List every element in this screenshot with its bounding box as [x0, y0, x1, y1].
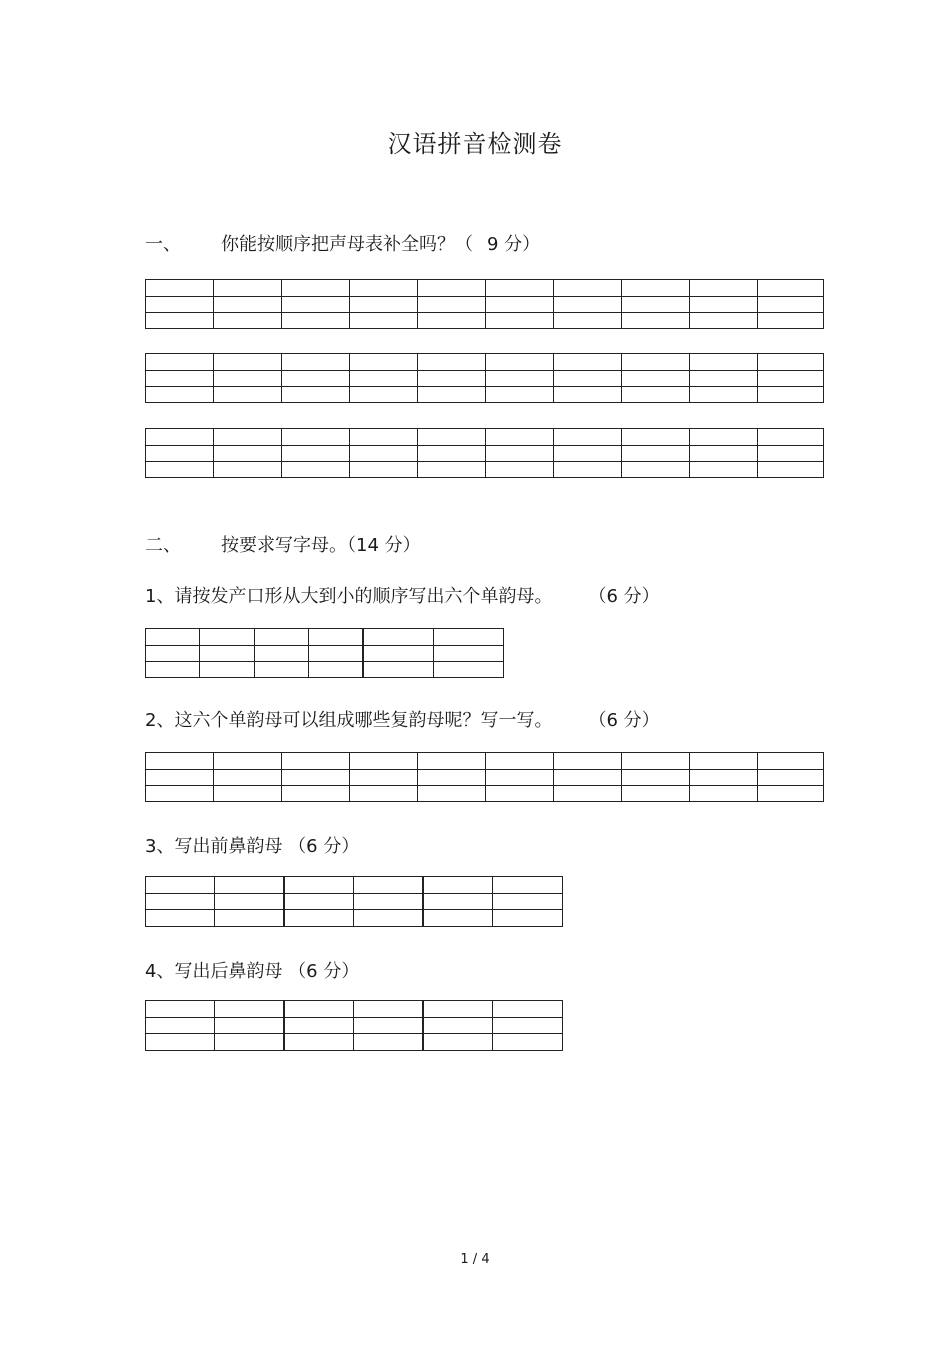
writing-cell[interactable]	[146, 280, 214, 328]
writing-cell[interactable]	[622, 280, 690, 328]
writing-cell[interactable]	[554, 354, 622, 402]
writing-grid-q3[interactable]	[145, 876, 563, 927]
writing-cell[interactable]	[214, 280, 282, 328]
writing-cell[interactable]	[350, 280, 418, 328]
writing-cell[interactable]	[690, 753, 758, 801]
writing-cell[interactable]	[493, 1001, 562, 1050]
section-1-text: 你能按顺序把声母表补全吗？（	[221, 234, 473, 255]
section-1-number: 一、	[145, 234, 181, 255]
writing-cell[interactable]	[418, 429, 486, 477]
writing-cell[interactable]	[146, 629, 200, 677]
writing-cell[interactable]	[146, 354, 214, 402]
writing-cell[interactable]	[350, 753, 418, 801]
question-1-text: 1、请按发产口形从大到小的顺序写出六个单韵母。	[145, 586, 553, 607]
writing-cell[interactable]	[554, 429, 622, 477]
writing-cell[interactable]	[424, 1001, 493, 1050]
writing-cell[interactable]	[486, 280, 554, 328]
writing-cell[interactable]	[200, 629, 255, 677]
writing-cell[interactable]	[285, 1001, 354, 1050]
writing-cell[interactable]	[215, 1001, 285, 1050]
writing-cell[interactable]	[354, 1001, 424, 1050]
writing-cell[interactable]	[486, 753, 554, 801]
writing-cell[interactable]	[282, 429, 350, 477]
question-1	[145, 582, 660, 608]
writing-grid-q1[interactable]	[145, 628, 504, 678]
writing-cell[interactable]	[146, 1001, 215, 1050]
section-2-text: 按要求写字母。（14 分）	[221, 535, 421, 556]
writing-cell[interactable]	[622, 753, 690, 801]
writing-cell[interactable]	[424, 877, 493, 926]
question-2-text: 2、这六个单韵母可以组成哪些复韵母呢？写一写。	[145, 710, 553, 731]
section-2-number: 二、	[145, 535, 181, 556]
writing-cell[interactable]	[309, 629, 364, 677]
writing-grid-3[interactable]	[145, 428, 824, 478]
writing-cell[interactable]	[354, 877, 424, 926]
writing-cell[interactable]	[486, 429, 554, 477]
question-4-text: 4、写出后鼻韵母 （6 分）	[145, 961, 360, 982]
writing-grid-q2[interactable]	[145, 752, 824, 802]
writing-cell[interactable]	[350, 429, 418, 477]
writing-grid-2[interactable]	[145, 353, 824, 403]
section-1-heading	[145, 230, 540, 256]
writing-cell[interactable]	[434, 629, 503, 677]
writing-cell[interactable]	[215, 877, 285, 926]
writing-cell[interactable]	[146, 877, 215, 926]
question-3-text: 3、写出前鼻韵母 （6 分）	[145, 836, 360, 857]
writing-cell[interactable]	[622, 429, 690, 477]
writing-grid-q4[interactable]	[145, 1000, 563, 1051]
writing-cell[interactable]	[214, 354, 282, 402]
writing-cell[interactable]	[285, 877, 354, 926]
writing-cell[interactable]	[486, 354, 554, 402]
page-number: 1 / 4	[460, 1252, 490, 1267]
writing-cell[interactable]	[554, 753, 622, 801]
writing-cell[interactable]	[282, 753, 350, 801]
section-2-heading	[145, 531, 421, 557]
question-4	[145, 957, 359, 983]
writing-cell[interactable]	[758, 429, 823, 477]
writing-cell[interactable]	[418, 753, 486, 801]
writing-cell[interactable]	[282, 280, 350, 328]
writing-cell[interactable]	[690, 280, 758, 328]
writing-cell[interactable]	[146, 753, 214, 801]
writing-cell[interactable]	[214, 429, 282, 477]
writing-cell[interactable]	[493, 877, 562, 926]
section-1-score: 9 分）	[487, 234, 541, 255]
writing-cell[interactable]	[758, 753, 823, 801]
writing-cell[interactable]	[282, 354, 350, 402]
writing-cell[interactable]	[364, 629, 434, 677]
writing-cell[interactable]	[350, 354, 418, 402]
writing-cell[interactable]	[418, 280, 486, 328]
page-title: 汉语拼音检测卷	[387, 130, 563, 158]
writing-cell[interactable]	[690, 429, 758, 477]
question-2-score: （6 分）	[588, 710, 660, 731]
question-2	[145, 706, 660, 732]
writing-cell[interactable]	[622, 354, 690, 402]
writing-cell[interactable]	[418, 354, 486, 402]
writing-cell[interactable]	[758, 354, 823, 402]
writing-cell[interactable]	[554, 280, 622, 328]
question-3	[145, 832, 359, 858]
writing-cell[interactable]	[690, 354, 758, 402]
writing-cell[interactable]	[214, 753, 282, 801]
writing-grid-1[interactable]	[145, 279, 824, 329]
writing-cell[interactable]	[146, 429, 214, 477]
question-1-score: （6 分）	[588, 586, 660, 607]
writing-cell[interactable]	[758, 280, 823, 328]
writing-cell[interactable]	[255, 629, 309, 677]
